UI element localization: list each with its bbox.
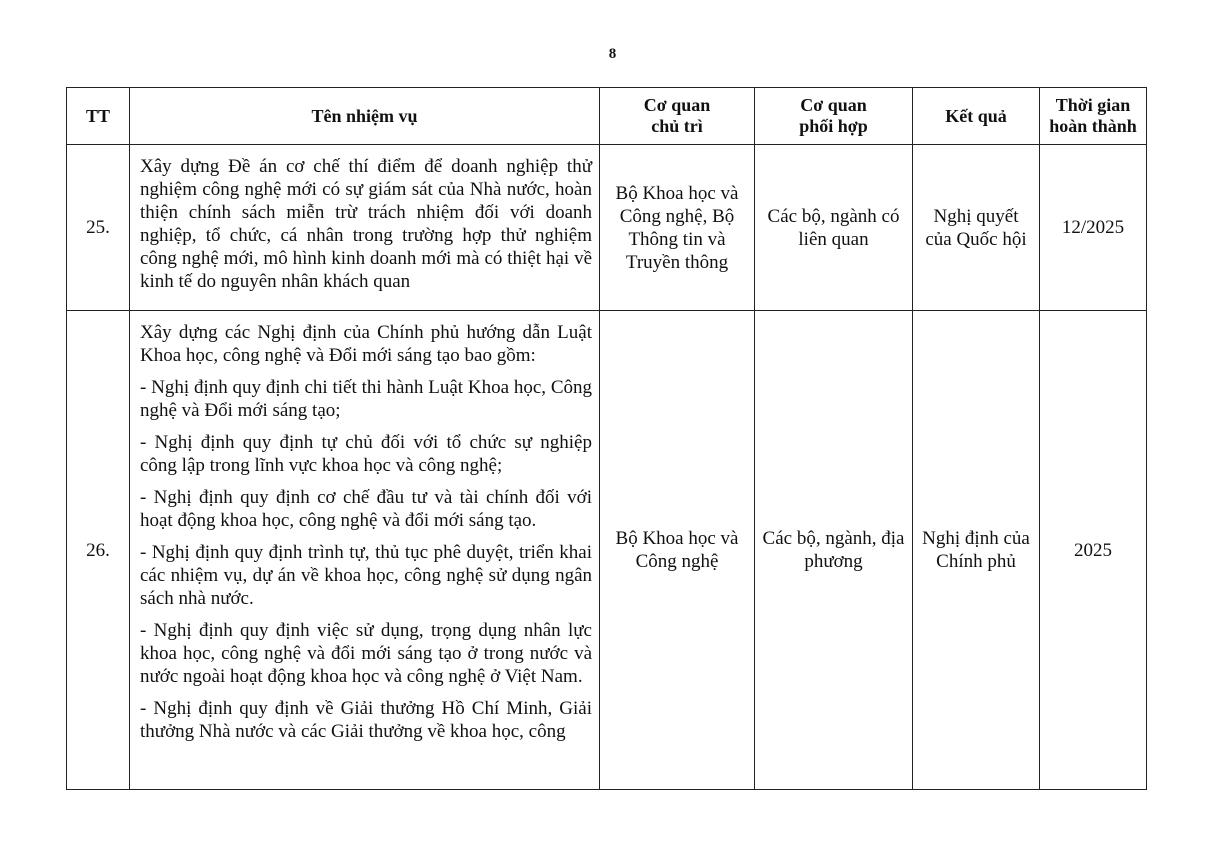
- task-bullet: - Nghị định quy định về Giải thưởng Hồ Chí Minh, Giải thưởng Nhà nước và các Giải thưởng về khoa học, công: [140, 698, 592, 742]
- coordinating-agency-cell: Các bộ, ngành có liên quan: [755, 145, 913, 311]
- task-bullet: - Nghị định quy định tự chủ đối với tổ chức sự nghiệp công lập trong lĩnh vực khoa học và công nghệ;: [140, 432, 592, 476]
- header-lead-agency: [600, 88, 755, 145]
- page-number: 8: [608, 46, 617, 62]
- header-coordinating-agency: [755, 88, 913, 145]
- deadline-cell: 12/2025: [1040, 145, 1147, 311]
- task-bullet: - Nghị định quy định chi tiết thi hành Luật Khoa học, Công nghệ và Đổi mới sáng tạo;: [140, 377, 592, 421]
- table-row: [67, 145, 1147, 311]
- table-row: [67, 311, 1147, 790]
- header-tt: TT: [67, 88, 130, 145]
- header-task-name: Tên nhiệm vụ: [130, 88, 600, 145]
- lead-agency-cell: Bộ Khoa học và Công nghệ: [600, 311, 755, 790]
- header-coord-line2: phối hợp: [799, 116, 868, 136]
- result-cell: Nghị định của Chính phủ: [913, 311, 1040, 790]
- task-bullet: - Nghị định quy định cơ chế đầu tư và tài chính đối với hoạt động khoa học, công nghệ và đổi mới sáng tạo.: [140, 487, 592, 531]
- header-coord-line1: Cơ quan: [800, 95, 867, 115]
- header-result: Kết quả: [913, 88, 1040, 145]
- task-table: [66, 87, 1147, 790]
- row-number: 26.: [67, 311, 130, 790]
- deadline-cell: 2025: [1040, 311, 1147, 790]
- task-bullet: - Nghị định quy định trình tự, thủ tục phê duyệt, triển khai các nhiệm vụ, dự án về khoa học, công nghệ sử dụng ngân sách nhà nước.: [140, 542, 592, 609]
- header-deadline-line2: hoàn thành: [1049, 116, 1137, 136]
- task-bullet: - Nghị định quy định việc sử dụng, trọng dụng nhân lực khoa học, công nghệ và đổi mới sáng tạo ở trong nước và nước ngoài hoạt động khoa học và công nghệ ở Việt Nam.: [140, 620, 592, 687]
- task-name-cell: [130, 145, 600, 311]
- task-paragraph: Xây dựng các Nghị định của Chính phủ hướng dẫn Luật Khoa học, công nghệ và Đổi mới sáng tạo bao gồm:: [140, 322, 592, 366]
- table-header-row: [67, 88, 1147, 145]
- task-paragraph: Xây dựng Đề án cơ chế thí điểm để doanh nghiệp thử nghiệm công nghệ mới có sự giám sát của Nhà nước, hoàn thiện chính sách miễn trừ trách nhiệm đối với doanh nghiệp, tổ chức, cá nhân trong trường hợp thử nghiệm công nghệ mới, mô hình kinh doanh mới mà có thiệt hại về kinh tế do nguyên nhân khách quan: [140, 156, 592, 292]
- lead-agency-cell: Bộ Khoa học và Công nghệ, Bộ Thông tin và Truyền thông: [600, 145, 755, 311]
- header-lead-line1: Cơ quan: [643, 95, 711, 115]
- header-deadline-line1: Thời gian: [1055, 95, 1131, 115]
- result-cell: Nghị quyết của Quốc hội: [913, 145, 1040, 311]
- row-number: 25.: [67, 145, 130, 311]
- header-deadline: [1040, 88, 1147, 145]
- task-name-cell: [130, 311, 600, 790]
- header-lead-line2: chủ trì: [651, 116, 703, 136]
- coordinating-agency-cell: Các bộ, ngành, địa phương: [755, 311, 913, 790]
